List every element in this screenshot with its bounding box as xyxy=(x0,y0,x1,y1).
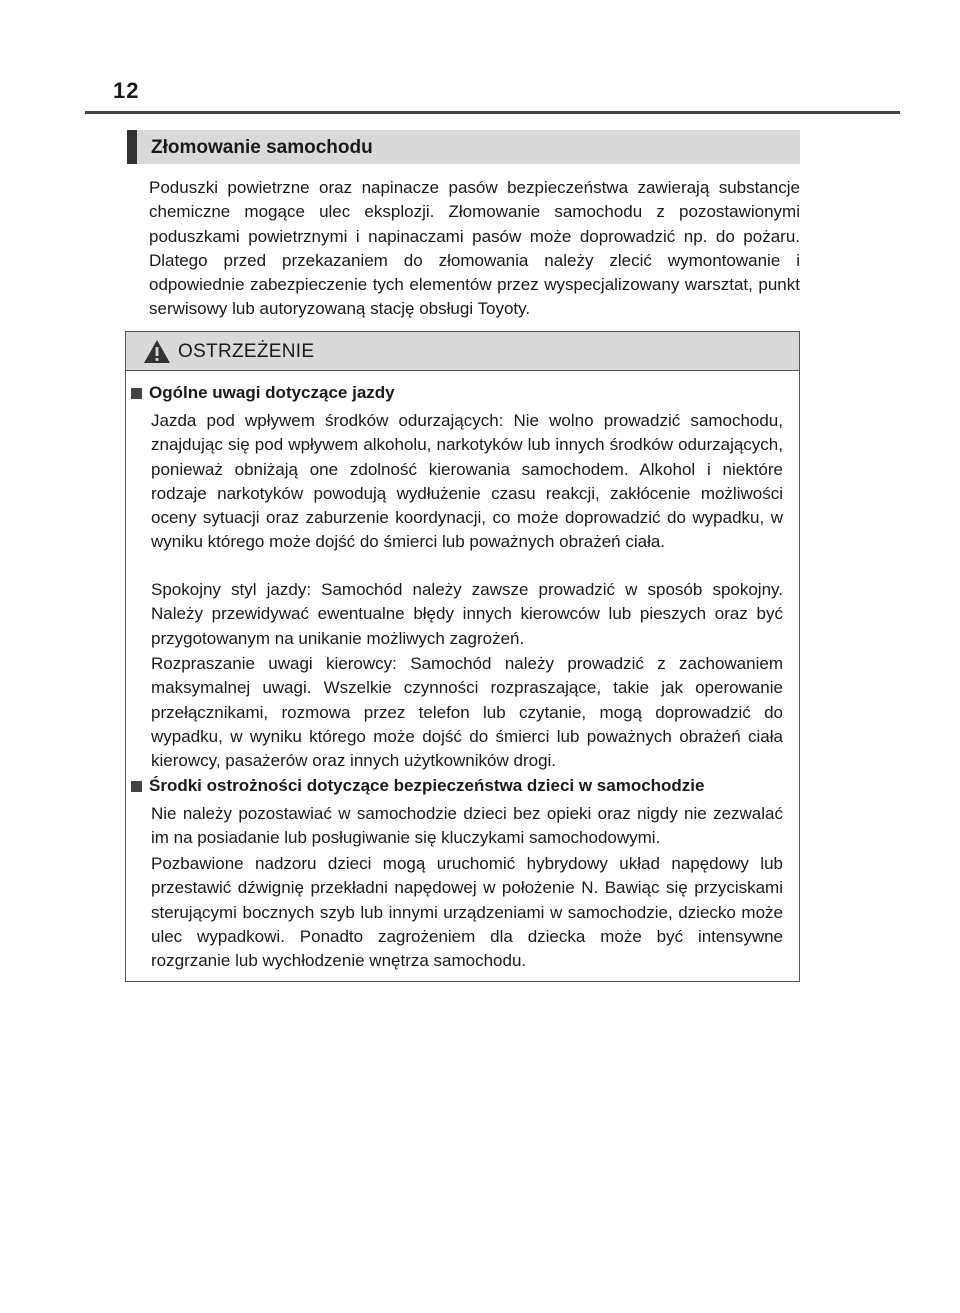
section-header xyxy=(127,130,800,164)
paragraph-children-unattended: Nie należy pozostawiać w samochodzie dzieci bez opieki oraz nigdy nie zezwalać im na posiadanie lub posługiwanie się kluczykami samochodowymi. xyxy=(151,804,783,848)
bullet-heading-child-safety xyxy=(131,776,705,796)
bullet-heading-general-driving xyxy=(131,383,395,403)
bullet-square-icon xyxy=(131,781,142,792)
paragraph-children-hazards: Pozbawione nadzoru dzieci mogą uruchomić hybrydowy układ napędowy lub przestawić dźwignię przekładni napędowej w położenie N. Bawiąc się przyciskami sterującymi bocznych szyb lub innymi urządzeniami w samochodzie, dziecko może ulec wypadkowi. Ponadto zagrożeniem dla dziecka może być intensywne rozgrzanie lub wychłodzenie wnętrza samochodu. xyxy=(151,854,783,971)
page-number: 12 xyxy=(113,78,140,103)
section-title: Złomowanie samochodu xyxy=(151,137,373,158)
paragraph-distraction: Rozpraszanie uwagi kierowcy: Samochód należy prowadzić z zachowaniem maksymalnej uwagi. Wszelkie czynności rozpraszające, takie jak operowanie przełącznikami, rozmowa przez telefon lub czytanie, mogą doprowadzić do wypadku, w wyniku którego może dojść do śmierci lub poważnych obrażeń ciała kierowcy, pasażerów oraz innych użytkowników drogi. xyxy=(151,654,783,771)
paragraph-calm-driving: Spokojny styl jazdy: Samochód należy zawsze prowadzić w sposób spokojny. Należy przewidywać ewentualne błędy innych kierowców lub pieszych oraz być przygotowanym na unikanie możliwych zagrożeń. xyxy=(151,580,783,648)
bullet-heading-text: Środki ostrożności dotyczące bezpieczeństwa dzieci w samochodzie xyxy=(149,776,705,795)
intro-paragraph: Poduszki powietrzne oraz napinacze pasów bezpieczeństwa zawierają substancje chemiczne mogące ulec eksplozji. Złomowanie samochodu z pozostawionymi poduszkami powietrznymi i napinaczami pasów może doprowadzić np. do pożaru. Dlatego przed przekazaniem do złomowania należy zlecić wymontowanie i odpowiednie zabezpieczenie tych elementów przez wyspecjalizowany warsztat, punkt serwisowy lub autoryzowaną stację obsługi Toyoty. xyxy=(149,178,800,319)
bullet-heading-text: Ogólne uwagi dotyczące jazdy xyxy=(149,383,395,402)
bullet-square-icon xyxy=(131,388,142,399)
paragraph-intoxication: Jazda pod wpływem środków odurzających: Nie wolno prowadzić samochodu, znajdując się pod wpływem alkoholu, narkotyków lub innych środków odurzających, ponieważ obniżają one zdolność kierowania samochodem. Alkohol i niektóre rodzaje narkotyków powodują wydłużenie czasu reakcji, zakłócenie możliwości oceny sytuacji oraz zaburzenie koordynacji, co może doprowadzić do wypadku, w wyniku którego może dojść do śmierci lub poważnych obrażeń ciała. xyxy=(151,411,783,552)
warning-box xyxy=(125,331,800,982)
warning-header xyxy=(126,332,799,371)
header-rule xyxy=(85,111,900,114)
warning-triangle-icon xyxy=(143,339,171,364)
warning-title: OSTRZEŻENIE xyxy=(178,341,315,362)
